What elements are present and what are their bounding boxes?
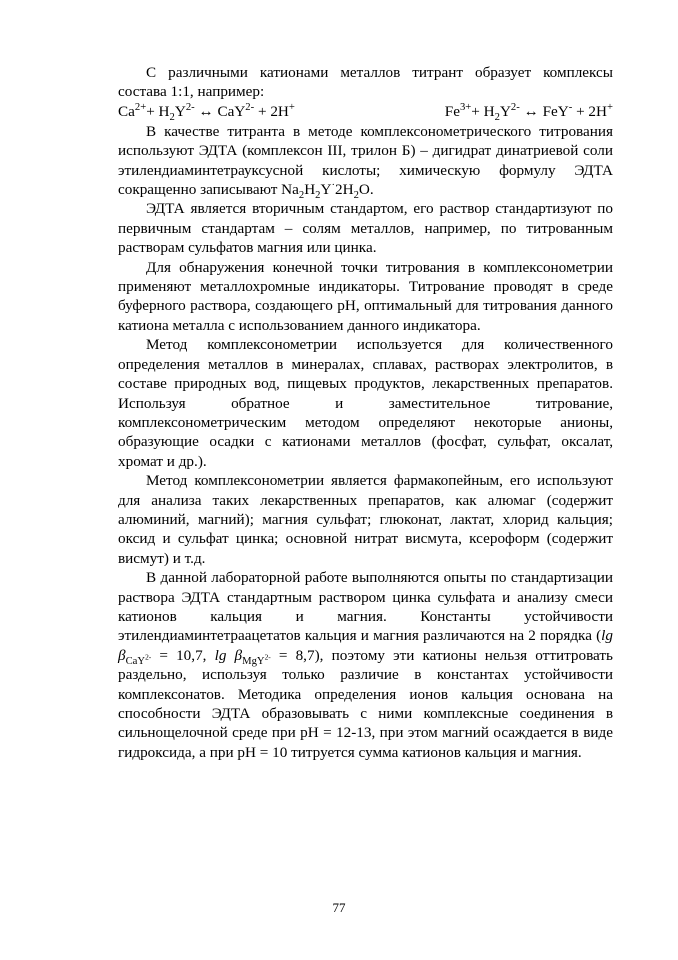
- eq2-arrow: ↔: [519, 102, 543, 120]
- eq2-y: Y: [499, 102, 511, 120]
- paragraph-pharmacopeia: [118, 471, 613, 568]
- paragraph-intro: [118, 63, 613, 102]
- eq2-y-charge: 2-: [510, 101, 520, 113]
- mgy-sub-charge: 2-: [264, 652, 271, 662]
- eq1-y: Y: [174, 102, 186, 120]
- formula-dot: ·: [331, 179, 335, 191]
- formula-na-sub: 2: [298, 190, 305, 202]
- equations-row: [118, 102, 613, 122]
- eq2-fey: FeY: [542, 102, 569, 120]
- cay-sub-label: CaY: [125, 655, 146, 667]
- paragraph-titrant-text: В качестве титранта в методе комплексонометрического титрования используют ЭДТА (комплексон III, трилон Б) – дигидрат динатриевой соли этилендиаминтетрауксусной кислоты; химическую формулу ЭДТА сокращенно записывают: [118, 122, 613, 199]
- paragraph-standard-text: ЭДТА является вторичным стандартом, его раствор стандартизуют по первичным стандартам – солям металлов, например, по титрованным растворам сульфатов магния или цинка.: [118, 200, 613, 257]
- lg-beta-cay-value: = 10,7: [151, 646, 203, 664]
- paragraph-titrant: [118, 122, 613, 200]
- lg-beta-mgy-value: = 8,7: [270, 646, 315, 664]
- eq2-fe: Fe: [444, 102, 460, 120]
- paragraph-intro-text: С различными катионами металлов титрант образует комплексы состава 1:1, например:: [118, 64, 613, 101]
- eq1-y-charge: 2-: [185, 101, 195, 113]
- cay-sub-charge: 2-: [145, 652, 152, 662]
- formula-2h: 2H: [335, 181, 354, 199]
- eq2-plus-2h: + 2H: [572, 102, 607, 120]
- constants-separator: ,: [202, 646, 215, 664]
- paragraph-lab-work: [118, 568, 613, 762]
- eq1-ca: Ca: [118, 102, 135, 120]
- eq1-cay: CaY: [217, 102, 246, 120]
- page-number: 77: [332, 900, 346, 915]
- eq2-fey-charge: -: [568, 101, 573, 113]
- eq1-cay-charge: 2-: [245, 101, 255, 113]
- formula-h2o-sub: 2: [353, 190, 359, 202]
- eq2-plus-h: + H: [471, 102, 495, 120]
- paragraph-lab-work-text-b: ), поэтому эти катионы нельзя оттитровать раздельно, используя только различие в константах устойчивости комплексонатов. Методика определения ионов кальция основана на способности ЭДТА образовывать с ними комплексные соединения в сильнощелочной среде при pH = 12-13, при этом магний осаждается в виде гидроксида, а при pH = 10 титруется сумма катионов кальция и магния.: [118, 646, 613, 761]
- formula-h: H: [304, 181, 316, 199]
- paragraph-indicators: [118, 258, 613, 336]
- formula-h-sub: 2: [315, 190, 321, 202]
- mgy-sub-label: MgY: [242, 655, 265, 667]
- paragraph-applications-text: Метод комплексонометрии используется для количественного определения металлов в минералах, сплавах, растворах электролитов, в составе природных вод, пищевых продуктов, лекарственных препаратов. Используя обратное и заместительное титрование, комплексонометрическим методом определяют некоторые анионы, образующие осадки с катионами металлов (фосфат, сульфат, оксалат, хромат и др.).: [118, 336, 613, 470]
- lg-beta-mgy: lg β: [214, 646, 243, 664]
- paragraph-pharmacopeia-text: Метод комплексонометрии является фармакопейным, его используют для анализа таких лекарственных препаратов, как алюмаг (содержит алюминий, магний); магния сульфат; глюконат, лактат, хлорид кальция; оксид и сульфат цинка; основной нитрат висмута, ксероформ (содержит висмут) и т.д.: [118, 472, 613, 567]
- paragraph-lab-work-text-a: В данной лабораторной работе выполняются опыты по стандартизации раствора ЭДТА стандартным раствором цинка сульфата и анализу смеси катионов кальция и магния. Константы устойчивости этилендиаминтетраацетатов кальция и магния различаются на 2 порядка (: [118, 569, 613, 645]
- eq1-h-charge: +: [288, 101, 295, 113]
- eq2-fe-charge: 3+: [459, 101, 472, 113]
- eq1-plus-2h: + 2H: [254, 102, 289, 120]
- paragraph-standard: [118, 199, 613, 257]
- equation-calcium: [118, 102, 295, 121]
- formula-na: Na: [281, 181, 299, 199]
- eq2-h-charge: +: [607, 101, 613, 113]
- eq2-h-sub: 2: [494, 111, 500, 123]
- lg-beta-cay: lg β: [118, 627, 613, 664]
- eq1-h-sub: 2: [169, 111, 175, 123]
- eq1-ca-charge: 2+: [134, 101, 147, 113]
- paragraph-indicators-text: Для обнаружения конечной точки титрования в комплексонометрии применяют металлохромные индикаторы. Титрование проводят в среде буферного раствора, создающего pH, оптимальный для титрования данного катиона металла с использованием данного индикатора.: [118, 258, 613, 334]
- formula-y: Y: [320, 181, 332, 199]
- formula-o: O.: [358, 181, 374, 199]
- eq1-arrow: ↔: [194, 102, 218, 120]
- paragraph-applications: [118, 335, 613, 471]
- equation-iron: [445, 102, 613, 121]
- document-page: [118, 63, 613, 762]
- eq1-plus-h: + H: [146, 102, 170, 120]
